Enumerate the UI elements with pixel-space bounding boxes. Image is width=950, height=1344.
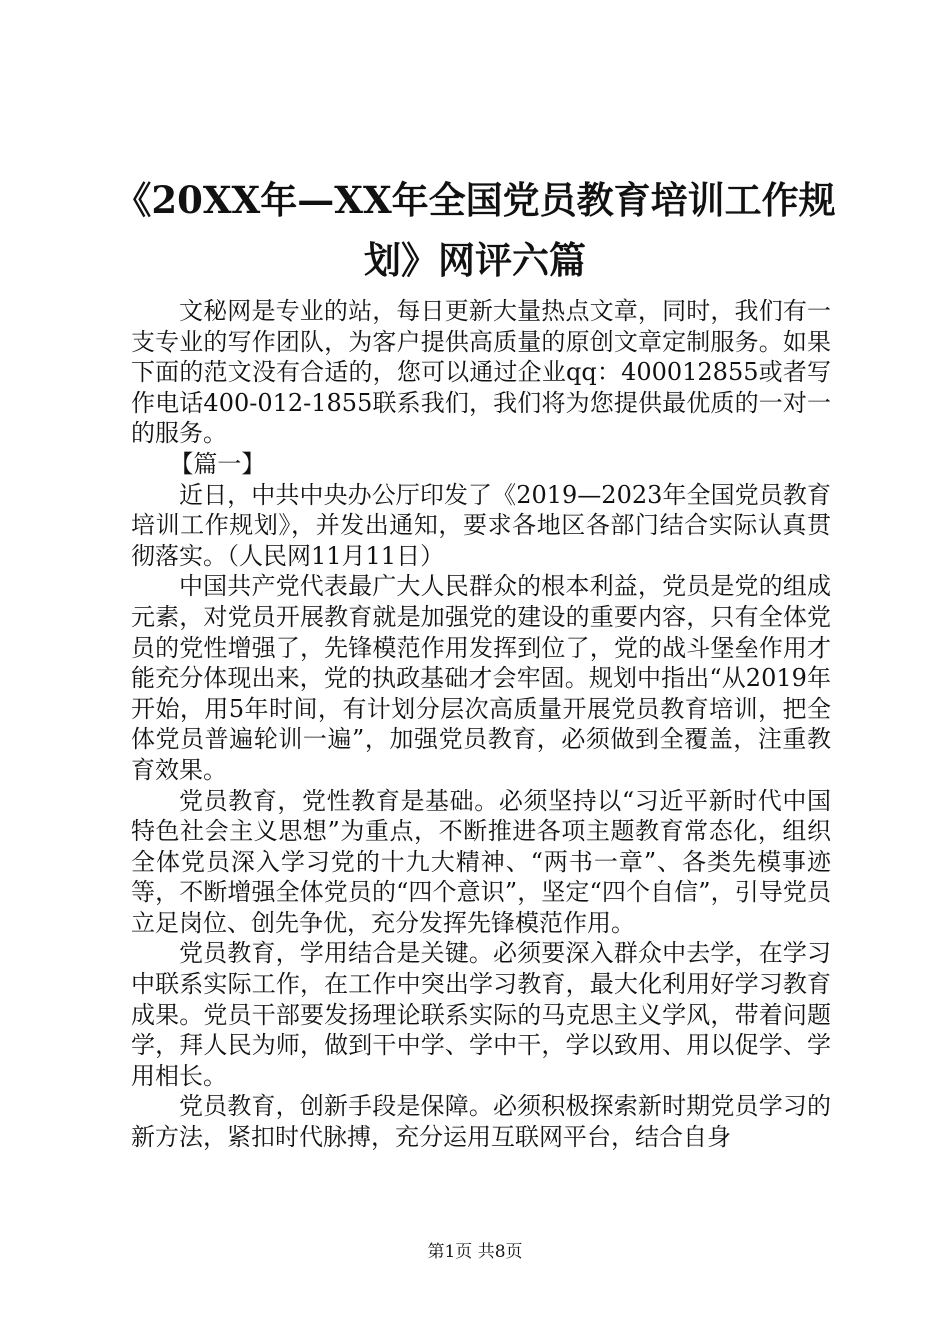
intro-paragraph: 文秘网是专业的站，每日更新大量热点文章，同时，我们有一支专业的写作团队，为客户提供高质量的原创文章定制服务。如果下面的范文没有合适的，您可以通过企业qq：400012855或者写作电话400-012-1855联系我们，我们将为您提供最优质的一对一的服务。 xyxy=(131,297,831,448)
title-line-1: 《20XX年—XX年全国党员教育培训工作规 xyxy=(114,178,836,222)
body-paragraph: 近日，中共中央办公厅印发了《2019—2023年全国党员教育培训工作规划》，并发出通知，要求各地区各部门结合实际认真贯彻落实。（人民网11月11日） xyxy=(131,480,831,570)
document-body xyxy=(131,296,831,1153)
document-title xyxy=(100,170,850,290)
title-line-2: 划》网评六篇 xyxy=(364,238,586,282)
section-heading: 【篇一】 xyxy=(169,449,266,478)
page-number: 第1页 共8页 xyxy=(427,1242,523,1262)
body-paragraph: 中国共产党代表最广大人民群众的根本利益，党员是党的组成元素，对党员开展教育就是加强党的建设的重要内容，只有全体党员的党性增强了，先锋模范作用发挥到位了，党的战斗堡垒作用才能充分体现出来，党的执政基础才会牢固。规划中指出“从2019年开始，用5年时间，有计划分层次高质量开展党员教育培训，把全体党员普遍轮训一遍”，加强党员教育，必须做到全覆盖，注重教育效果。 xyxy=(131,572,831,784)
body-paragraph: 党员教育，学用结合是关键。必须要深入群众中去学，在学习中联系实际工作，在工作中突出学习教育，最大化利用好学习教育成果。党员干部要发扬理论联系实际的马克思主义学风，带着问题学，拜人民为师，做到干中学、学中干，学以致用、用以促学、学用相长。 xyxy=(131,939,831,1090)
page-footer xyxy=(0,1240,950,1264)
body-paragraph: 党员教育，创新手段是保障。必须积极探索新时期党员学习的新方法，紧扣时代脉搏，充分运用互联网平台，结合自身 xyxy=(131,1092,831,1152)
body-paragraph: 党员教育，党性教育是基础。必须坚持以“习近平新时代中国特色社会主义思想”为重点，不断推进各项主题教育常态化，组织全体党员深入学习党的十九大精神、“两书一章”、各类先模事迹等，不断增强全体党员的“四个意识”，坚定“四个自信”，引导党员立足岗位、创先争优，充分发挥先锋模范作用。 xyxy=(131,786,831,937)
